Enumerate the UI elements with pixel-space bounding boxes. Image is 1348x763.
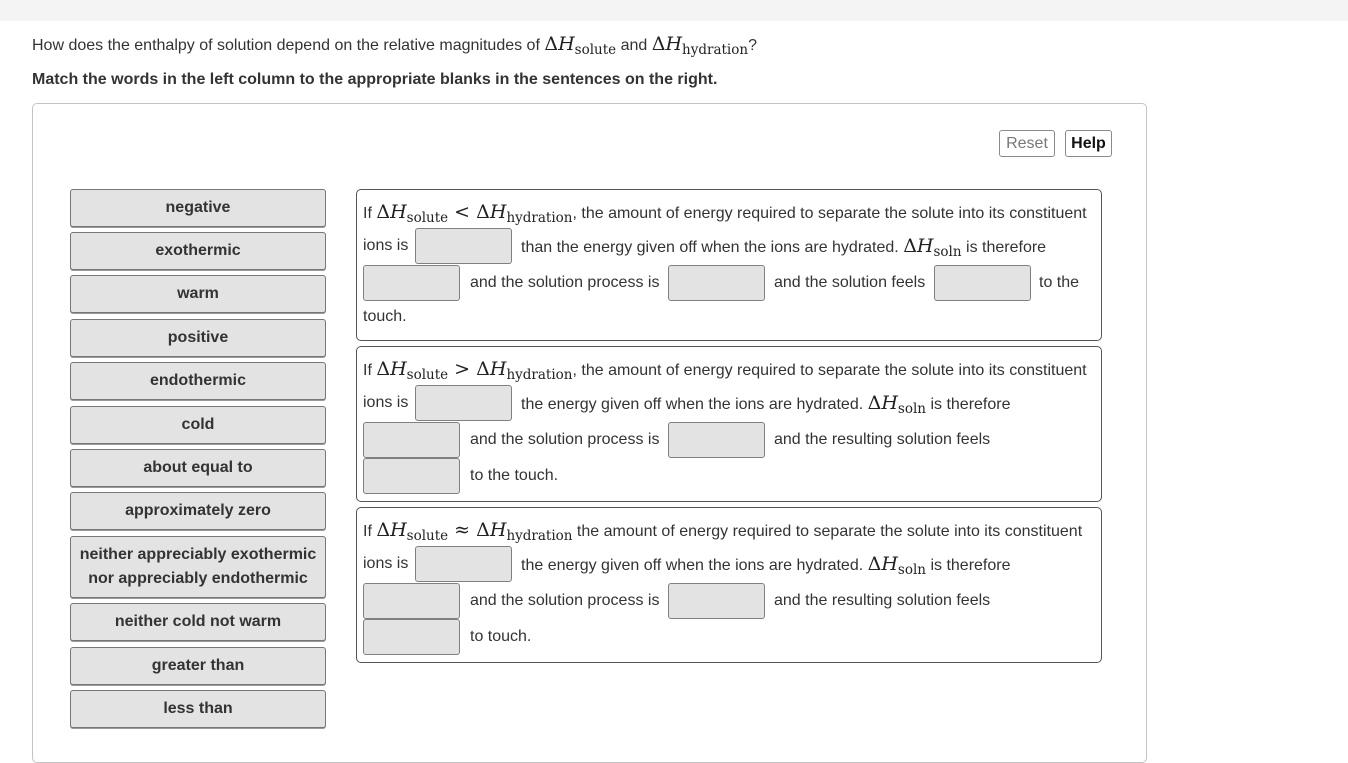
s1-blank-sign[interactable] <box>363 265 460 301</box>
sentence-1-to-the: to the <box>1039 274 1080 291</box>
delta-h-solute: $\Delta H_{solute}$ <box>544 33 617 58</box>
instruction-text: Match the words in the left column to the appropriate blanks in the sentences on the right. <box>32 71 718 88</box>
sentence-2-feels: and the resulting solution feels <box>774 431 991 448</box>
word-warm[interactable]: warm <box>70 275 326 313</box>
sentence-1-process-is: and the solution process is <box>470 274 660 291</box>
help-button[interactable]: Help <box>1065 130 1112 157</box>
word-positive[interactable]: positive <box>70 319 326 357</box>
sentence-1-line-2: than the energy given off when the ions are hydrated. $\Delta H_{soln}$ is therefore <box>521 235 1047 260</box>
s1-blank-process[interactable] <box>668 265 765 301</box>
word-greater-than[interactable]: greater than <box>70 647 326 685</box>
sentence-3-end: to touch. <box>470 628 532 645</box>
s3-blank-sign[interactable] <box>363 583 460 619</box>
s3-blank-comparison[interactable] <box>415 546 512 582</box>
sentence-3-line-1: If $\Delta H_{solute} \approx \Delta H_{hydration}$ the amount of energy required to separate the solute into its constituent <box>363 519 1083 544</box>
word-endothermic[interactable]: endothermic <box>70 362 326 400</box>
sentence-2-ions-is: ions is <box>363 394 409 411</box>
s1-blank-feel[interactable] <box>934 265 1031 301</box>
sentence-1-line-1: If $\Delta H_{solute} < \Delta H_{hydration}$, the amount of energy required to separate the solute into its constituent <box>363 201 1087 226</box>
reset-button[interactable]: Reset <box>999 130 1055 157</box>
delta-h-hydration: $\Delta H_{hydration}$ <box>651 33 749 58</box>
word-neither-exothermic-nor-endothermic[interactable]: neither appreciably exothermic nor appreciably endothermic <box>70 536 326 598</box>
s2-blank-sign[interactable] <box>363 422 460 458</box>
sentence-1-feels: and the solution feels <box>774 274 926 291</box>
word-less-than[interactable]: less than <box>70 690 326 728</box>
sentence-3-process-is: and the solution process is <box>470 592 660 609</box>
sentence-2-process-is: and the solution process is <box>470 431 660 448</box>
top-bar <box>0 0 1348 21</box>
s2-blank-comparison[interactable] <box>415 385 512 421</box>
word-approximately-zero[interactable]: approximately zero <box>70 492 326 530</box>
s3-blank-process[interactable] <box>668 583 765 619</box>
s3-blank-feel[interactable] <box>363 619 460 655</box>
sentence-1-end: touch. <box>363 308 407 325</box>
sentence-3-line-2: the energy given off when the ions are hydrated. $\Delta H_{soln}$ is therefore <box>521 553 1011 578</box>
s2-blank-process[interactable] <box>668 422 765 458</box>
s2-blank-feel[interactable] <box>363 458 460 494</box>
question-text: How does the enthalpy of solution depend on the relative magnitudes of $\Delta H_{solute}$ and $\Delta H_{hydration}$? <box>32 33 757 58</box>
word-exothermic[interactable]: exothermic <box>70 232 326 270</box>
word-negative[interactable]: negative <box>70 189 326 227</box>
word-neither-cold-not-warm[interactable]: neither cold not warm <box>70 603 326 641</box>
sentence-3-feels: and the resulting solution feels <box>774 592 991 609</box>
s1-blank-comparison[interactable] <box>415 228 512 264</box>
word-about-equal-to[interactable]: about equal to <box>70 449 326 487</box>
sentence-2-end: to the touch. <box>470 467 559 484</box>
sentence-2-line-1: If $\Delta H_{solute} > \Delta H_{hydration}$, the amount of energy required to separate the solute into its constituent <box>363 358 1087 383</box>
word-cold[interactable]: cold <box>70 406 326 444</box>
sentence-1-ions-is: ions is <box>363 237 409 254</box>
sentence-2-line-2: the energy given off when the ions are hydrated. $\Delta H_{soln}$ is therefore <box>521 392 1011 417</box>
sentence-3-ions-is: ions is <box>363 555 409 572</box>
